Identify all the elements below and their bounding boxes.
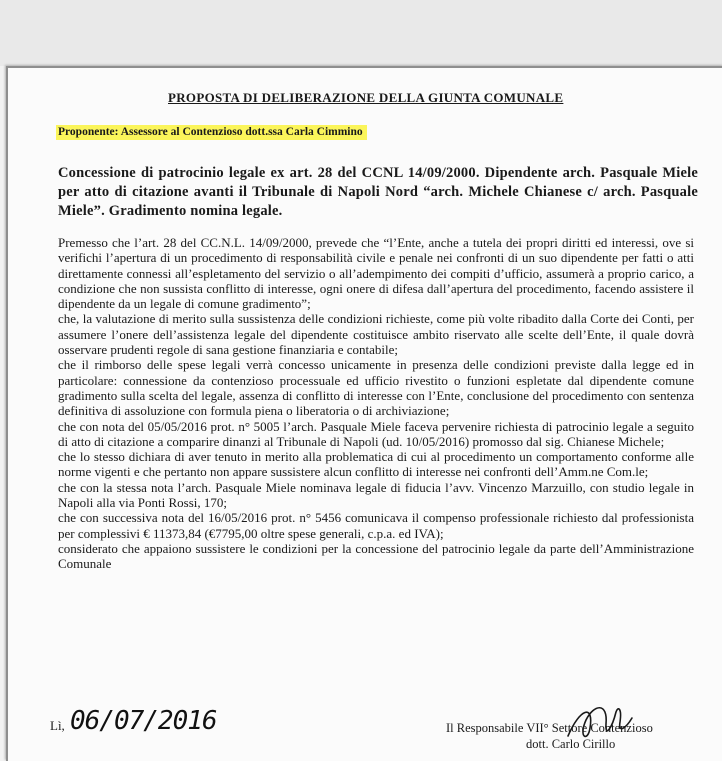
paragraph-dichiara: che lo stesso dichiara di aver tenuto in merito alla problematica di cui al procedimento un comportamento conforme alle norme vigenti e che pertanto non appare sussistere alcun conflitto di interesse nei confronti dell’Amm.ne Com.le; <box>58 449 694 480</box>
body-text <box>58 235 694 572</box>
proponent-highlighted: Proponente: Assessore al Contenzioso dott.ssa Carla Cimmino <box>56 125 367 140</box>
handwritten-date: 06/07/2016 <box>70 706 217 736</box>
paragraph-nomina-legale: che con la stessa nota l’arch. Pasquale Miele nominava legale di fiducia l’avv. Vincenzo Marzuillo, con studio legale in Napoli alla via Ponti Rossi, 170; <box>58 479 694 511</box>
viewer-background <box>0 0 722 66</box>
paragraph-nota-05-05: che con nota del 05/05/2016 prot. n° 5005 l’arch. Pasquale Miele faceva pervenire richiesta di patrocinio legale a seguito di atto di citazione a comparire dinanzi al Tribunale di Napoli (ud. 10/05/2016) promosso dal sig. Chianese Michele; <box>58 418 694 449</box>
paragraph-rimborso: che il rimborso delle spese legali verrà concesso unicamente in presenza delle condizioni previste dalla legge ed in particolare: connessione da contenzioso processuale ed ufficio rivestito o funzioni espletate dal dipendente comune gradimento sulla scelta del legale, assenza di conflitto di interesse con l’Ente, conclusione del procedimento con sentenza definitiva di assoluzione con formula piena o liberatoria o di archiviazione; <box>58 357 694 419</box>
signatory-name: dott. Carlo Cirillo <box>526 737 616 751</box>
paragraph-valutazione: che, la valutazione di merito sulla sussistenza delle condizioni richieste, come più volte ribadito dalla Corte dei Conti, per assumere l’onere dell’assistenza legale del dipendente costituisce ambito riservato alle scelte dell’Ente, il quale dovrà osservare prudenti regole di sana gestione finanziaria e contabile; <box>58 311 694 358</box>
paragraph-compenso: che con successiva nota del 16/05/2016 prot. n° 5456 comunicava il compenso professionale richiesto dal professionista per complessivi € 11373,84 (€7795,00 oltre spese generali, c.p.a. ed IVA); <box>58 510 694 541</box>
paragraph-considerato: considerato che appaiono sussistere le condizioni per la concessione del patrocinio legale da parte dell’Amministrazione Comunale <box>58 540 694 572</box>
place-label: Lì, <box>50 718 65 733</box>
subject-paragraph: Concessione di patrocinio legale ex art. 28 del CCNL 14/09/2000. Dipendente arch. Pasquale Miele per atto di citazione avanti il Tribunale di Napoli Nord “arch. Michele Chianese c/ arch. Pasquale Miele”. Gradimento nomina legale. <box>58 165 698 219</box>
signatory-title: Il Responsabile VII° Settore Contenzioso <box>446 721 653 735</box>
document-heading: PROPOSTA DI DELIBERAZIONE DELLA GIUNTA COMUNALE <box>168 90 564 105</box>
paragraph-premesso: Premesso che l’art. 28 del CC.N.L. 14/09/2000, prevede che “l’Ente, anche a tutela dei propri diritti ed interessi, ove si verifichi l’apertura di un procedimento di responsabilità civile e penale nei confronti di un suo dipendente per fatti o atti direttamente connessi all’espletamento del servizio o all’adempimento dei compiti d’ufficio, assumerà a proprio carico, a condizione che non sussista conflitto di interesse, ogni onere di difesa dall’apertura del procedimento, facendo assistere il dipendente da un legale di comune gradimento”; <box>58 235 694 312</box>
handwritten-signature-icon <box>560 698 640 748</box>
